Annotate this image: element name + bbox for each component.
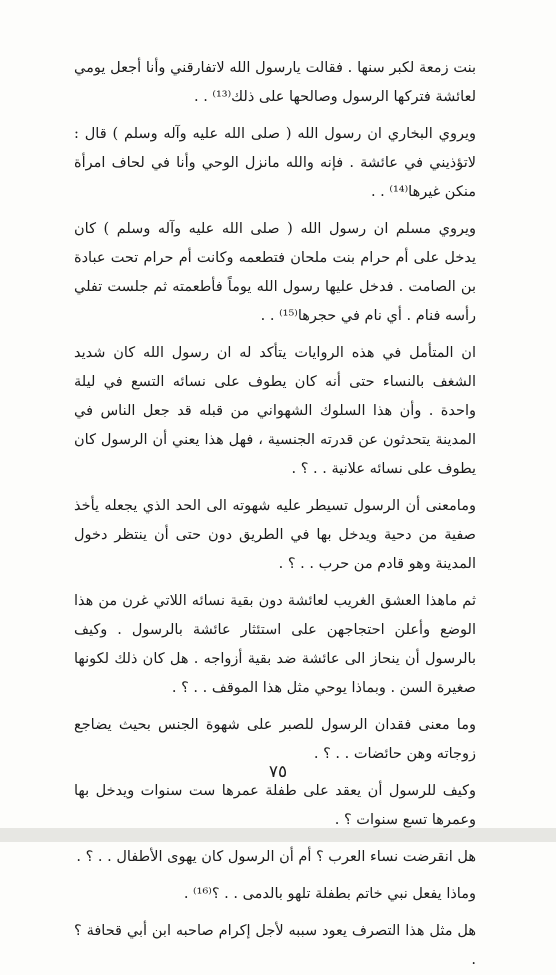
paragraph: هل مثل هذا التصرف يعود سببه لأجل إكرام صاحبه ابن أبي قحافة ؟ .: [74, 923, 476, 968]
paragraph: ثم ماهذا العشق الغريب لعائشة دون بقية نسائه اللاتي غرن من هذا الوضع وأعلن احتجاجهن على استئثار عائشة بالرسول . وكيف بالرسول أن ينحاز الى عائشة ضد بقية أزواجه . هل كان ذلك لكونها صغيرة السن . وبماذا يوحي مثل هذا الموقف . . ؟ .: [74, 593, 476, 696]
paragraph: وكيف للرسول أن يعقد على طفلة عمرها ست سنوات ويدخل بها وعمرها تسع سنوات ؟ .: [74, 783, 476, 828]
paragraph: وماذا يفعل نبي خاتم بطفلة تلهو بالدمى . . ؟⁽¹⁶⁾ .: [183, 886, 476, 902]
paragraph: هل انقرضت نساء العرب ؟ أم أن الرسول كان يهوى الأطفال . . ؟ .: [76, 849, 476, 865]
page-number: ٧٥: [268, 762, 288, 782]
paragraph: ان المتأمل في هذه الروايات يتأكد له ان رسول الله كان شديد الشغف بالنساء حتى أنه كان يطوف على نسائه التسع في ليلة واحدة . وأن هذا السلوك الشهواني من قبله قد جعل الناس في المدينة يتحدثون عن قدرته الجنسية ، فهل هذا يعني أن الرسول كان يطوف على نسائه علانية . . ؟ .: [74, 345, 476, 477]
paragraph: بنت زمعة لكبر سنها . فقالت يارسول الله لاتفارقني وأنا أجعل يومي لعائشة فتركها الرسول وصالحها على ذلك⁽¹³⁾ . .: [74, 60, 476, 105]
paragraph: ومامعنى أن الرسول تسيطر عليه شهوته الى الحد الذي يجعله يأخذ صفية من دحية ويدخل بها في الطريق دون حتى أن ينتظر دخول المدينة وهو قادم من حرب . . ؟ .: [74, 498, 476, 572]
paragraph: وما معنى فقدان الرسول للصبر على شهوة الجنس بحيث يضاجع زوجاته وهن حائضات . . ؟ .: [74, 717, 476, 762]
page-bottom-edge: [0, 828, 556, 842]
paragraph: ويروي مسلم ان رسول الله ( صلى الله عليه وآله وسلم ) كان يدخل على أم حرام بنت ملحان فتطعمه وكانت أم حرام تحت عبادة بن الصامت . فدخل عليها رسول الله يوماً فأطعمته ثم جلست تفلي رأسه فنام . أي نام في حجرها⁽¹⁵⁾ . .: [74, 221, 476, 324]
paragraph: ويروي البخاري ان رسول الله ( صلى الله عليه وآله وسلم ) قال : لاتؤذيني في عائشة . فإنه والله مانزل الوحي وأنا في لحاف امرأة منكن غيرها⁽¹⁴⁾ . .: [74, 126, 476, 200]
